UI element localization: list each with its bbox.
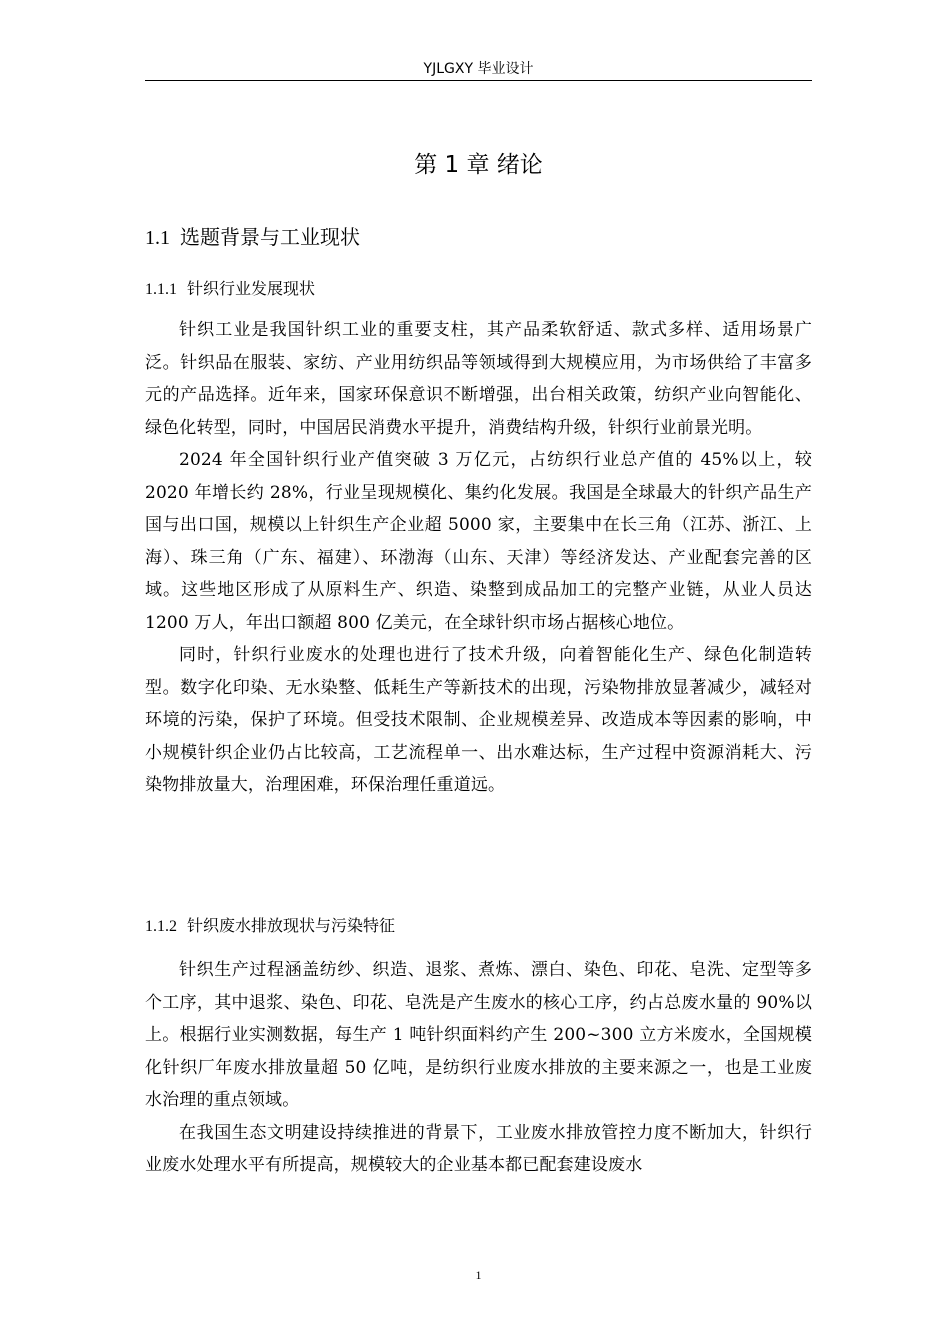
- page-header: YJLGXY 毕业设计: [423, 61, 534, 77]
- subsection-number: 1.1.2: [145, 918, 177, 935]
- subsection-heading-1-1-2: [145, 913, 395, 940]
- section-title: 选题背景与工业现状: [180, 225, 360, 249]
- paragraph: 2024 年全国针织行业产值突破 3 万亿元，占纺织行业总产值的 45%以上，较 2020 年增长约 28%，行业呈现规模化、集约化发展。我国是全球最大的针织产品生产国与出口国，规模以上针织生产企业超 5000 家，主要集中在长三角（江苏、浙江、上海）、珠三角（广东、福建）、环渤海（山东、天津）等经济发达、产业配套完善的区域。这些地区形成了从原料生产、织造、染整到成品加工的完整产业链，从业人员达 1200 万人，年出口额超 800 亿美元，在全球针织市场占据核心地位。: [145, 450, 812, 633]
- section-body-1-1-1: [145, 314, 812, 802]
- chapter-title: 第 1 章 绪论: [414, 152, 543, 178]
- section-body-1-1-2: [145, 954, 812, 1182]
- paragraph: 在我国生态文明建设持续推进的背景下，工业废水排放管控力度不断加大，针织行业废水处理水平有所提高，规模较大的企业基本都已配套建设废水: [145, 1122, 812, 1175]
- page-number: 1: [475, 1268, 482, 1282]
- paragraph: 同时，针织行业废水的处理也进行了技术升级，向着智能化生产、绿色化制造转型。数字化印染、无水染整、低耗生产等新技术的出现，污染物排放显著减少，减轻对环境的污染，保护了环境。但受技术限制、企业规模差异、改造成本等因素的影响，中小规模针织企业仍占比较高，工艺流程单一、出水难达标，生产过程中资源消耗大、污染物排放量大，治理困难，环保治理任重道远。: [145, 645, 812, 795]
- subsection-number: 1.1.1: [145, 281, 177, 298]
- subsection-heading-1-1-1: [145, 276, 315, 303]
- paragraph: 针织工业是我国针织工业的重要支柱，其产品柔软舒适、款式多样、适用场景广泛。针织品在服装、家纺、产业用纺织品等领域得到大规模应用，为市场供给了丰富多元的产品选择。近年来，国家环保意识不断增强，出台相关政策，纺织产业向智能化、绿色化转型，同时，中国居民消费水平提升，消费结构升级，针织行业前景光明。: [145, 320, 812, 438]
- subsection-title: 针织废水排放现状与污染特征: [187, 916, 396, 935]
- section-heading-1-1: [145, 222, 360, 253]
- header-rule: [145, 80, 812, 81]
- subsection-title: 针织行业发展现状: [187, 279, 316, 298]
- paragraph: 针织生产过程涵盖纺纱、织造、退浆、煮炼、漂白、染色、印花、皂洗、定型等多个工序，其中退浆、染色、印花、皂洗是产生废水的核心工序，约占总废水量的 90%以上。根据行业实测数据，每生产 1 吨针织面料约产生 200~300 立方米废水，全国规模化针织厂年废水排放量超 50 亿吨，是纺织行业废水排放的主要来源之一，也是工业废水治理的重点领域。: [145, 960, 812, 1110]
- section-number: 1.1: [145, 227, 170, 249]
